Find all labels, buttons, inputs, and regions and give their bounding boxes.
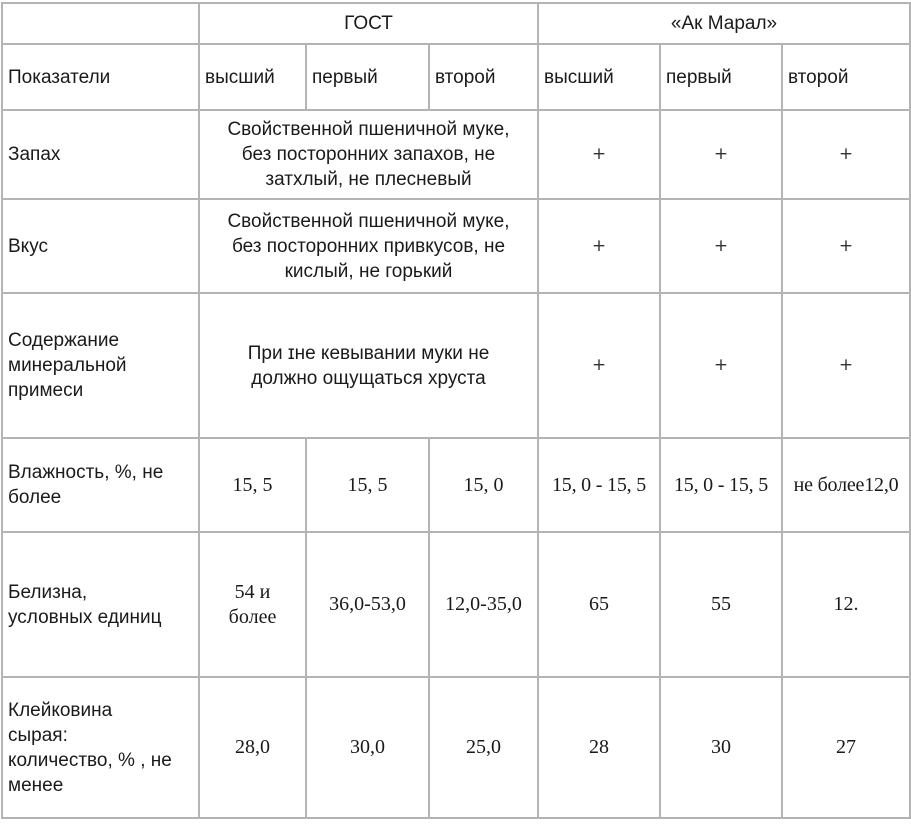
gost-grade-first: первый — [306, 44, 429, 110]
gost-moisture-first: 15, 5 — [306, 438, 429, 532]
row-label-moisture: Влажность, %, не более — [2, 438, 199, 532]
ak-gluten-premium: 28 — [538, 677, 660, 818]
gost-taste-requirement: Свойственной пшеничной муке, без посторонних привкусов, не кислый, не горький — [199, 199, 538, 293]
table-row — [2, 438, 910, 532]
ak-smell-second: + — [782, 110, 910, 199]
ak-grade-premium: высший — [538, 44, 660, 110]
ak-taste-premium: + — [538, 199, 660, 293]
gost-gluten-first: 30,0 — [306, 677, 429, 818]
flour-quality-table — [1, 2, 911, 819]
ak-smell-first: + — [660, 110, 782, 199]
gost-whiteness-first: 36,0-53,0 — [306, 532, 429, 677]
ak-taste-first: + — [660, 199, 782, 293]
ak-whiteness-premium: 65 — [538, 532, 660, 677]
ak-mineral-first: + — [660, 293, 782, 438]
row-label-mineral: Содержание минеральной примеси — [2, 293, 199, 438]
ak-maral-header: «Ак Марал» — [538, 3, 910, 44]
gost-mineral-requirement: При ɪне кевывании муки не должно ощущаться хруста — [199, 293, 538, 438]
row-label-taste: Вкус — [2, 199, 199, 293]
table-row — [2, 199, 910, 293]
header-row — [2, 3, 910, 44]
ak-whiteness-second: 12. — [782, 532, 910, 677]
ak-moisture-first: 15, 0 - 15, 5 — [660, 438, 782, 532]
ak-taste-second: + — [782, 199, 910, 293]
table-row — [2, 532, 910, 677]
table-row — [2, 293, 910, 438]
ak-smell-premium: + — [538, 110, 660, 199]
subheader-row — [2, 44, 910, 110]
gost-moisture-second: 15, 0 — [429, 438, 538, 532]
ak-gluten-first: 30 — [660, 677, 782, 818]
gost-grade-premium: высший — [199, 44, 306, 110]
ak-mineral-second: + — [782, 293, 910, 438]
ak-grade-second: второй — [782, 44, 910, 110]
gost-gluten-premium: 28,0 — [199, 677, 306, 818]
row-label-gluten: Клейковина сырая: количество, % , не менее — [2, 677, 199, 818]
gost-whiteness-second: 12,0-35,0 — [429, 532, 538, 677]
ak-moisture-second: не более12,0 — [782, 438, 910, 532]
table-row — [2, 677, 910, 818]
gost-smell-requirement: Свойственной пшеничной муке, без посторонних запахов, не затхлый, не плесневый — [199, 110, 538, 199]
ak-gluten-second: 27 — [782, 677, 910, 818]
row-label-smell: Запах — [2, 110, 199, 199]
indicators-header: Показатели — [2, 44, 199, 110]
ak-mineral-premium: + — [538, 293, 660, 438]
gost-header: ГОСТ — [199, 3, 538, 44]
gost-moisture-premium: 15, 5 — [199, 438, 306, 532]
ak-whiteness-first: 55 — [660, 532, 782, 677]
gost-whiteness-premium: 54 и более — [199, 532, 306, 677]
row-label-whiteness: Белизна, условных единиц — [2, 532, 199, 677]
corner-cell — [2, 3, 199, 44]
ak-grade-first: первый — [660, 44, 782, 110]
gost-gluten-second: 25,0 — [429, 677, 538, 818]
gost-grade-second: второй — [429, 44, 538, 110]
table-row — [2, 110, 910, 199]
ak-moisture-premium: 15, 0 - 15, 5 — [538, 438, 660, 532]
